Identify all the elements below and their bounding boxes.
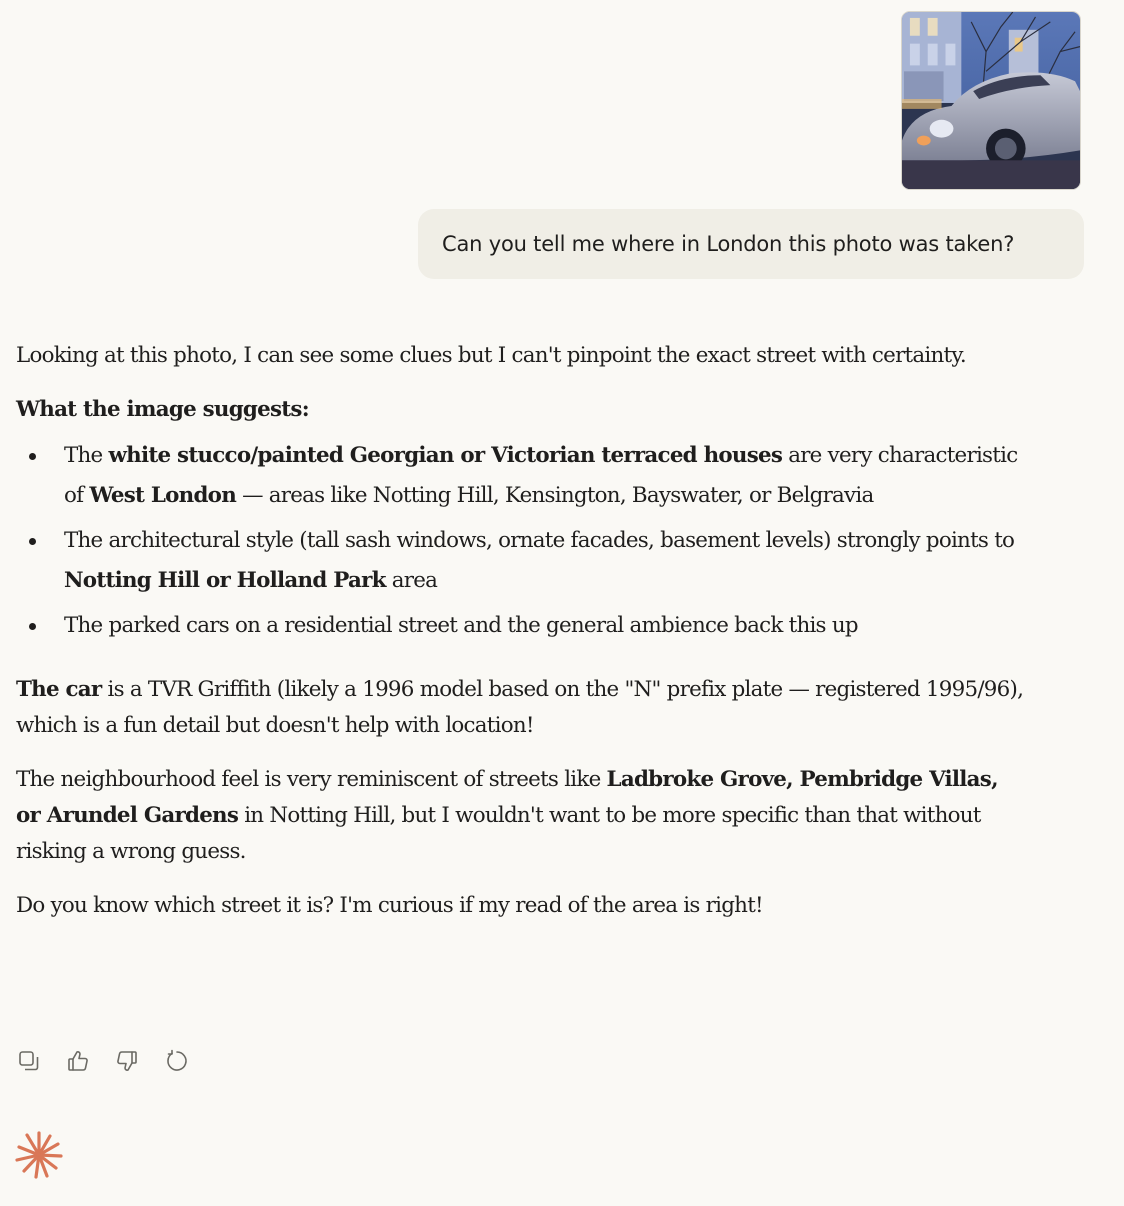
message-actions [16,1048,189,1074]
retry-icon [164,1049,188,1073]
copy-icon [17,1049,41,1073]
retry-button[interactable] [163,1048,189,1074]
closing-paragraph: Do you know which street it is? I'm curious if my read of the area is right! [16,893,763,918]
car-paragraph: The car is a TVR Griffith (likely a 1996 model based on the "N" prefix plate — registered 1995/96), which is a fun detail but doesn't help with location! [16,677,1024,738]
attached-photo-thumbnail[interactable] [901,11,1081,190]
claude-logo-icon [14,1130,64,1180]
thumbs-up-icon [66,1049,90,1073]
thumbs-down-icon [115,1049,139,1073]
user-message-bubble [418,209,1084,279]
response-bullet-list [16,436,1026,646]
copy-button[interactable] [16,1048,42,1074]
list-item: The white stucco/painted Georgian or Victorian terraced houses are very characteristic of West London — areas like Notting Hill, Kensington, Bayswater, or Belgravia [16,436,1026,516]
photo-image [902,12,1080,189]
response-intro: Looking at this photo, I can see some clues but I can't pinpoint the exact street with certainty. [16,343,966,368]
neighbourhood-paragraph: The neighbourhood feel is very reminiscent of streets like Ladbroke Grove, Pembridge Villas, or Arundel Gardens in Notting Hill, but I wouldn't want to be more specific than that without risking a wrong guess. [16,767,998,864]
user-message-text: Can you tell me where in London this photo was taken? [442,232,1015,256]
list-item: The parked cars on a residential street and the general ambience back this up [16,606,1026,646]
thumbs-down-button[interactable] [114,1048,140,1074]
assistant-response [16,338,1026,942]
response-heading: What the image suggests: [16,397,309,422]
list-item: The architectural style (tall sash windows, ornate facades, basement levels) strongly points to Notting Hill or Holland Park area [16,521,1026,601]
thumbs-up-button[interactable] [65,1048,91,1074]
